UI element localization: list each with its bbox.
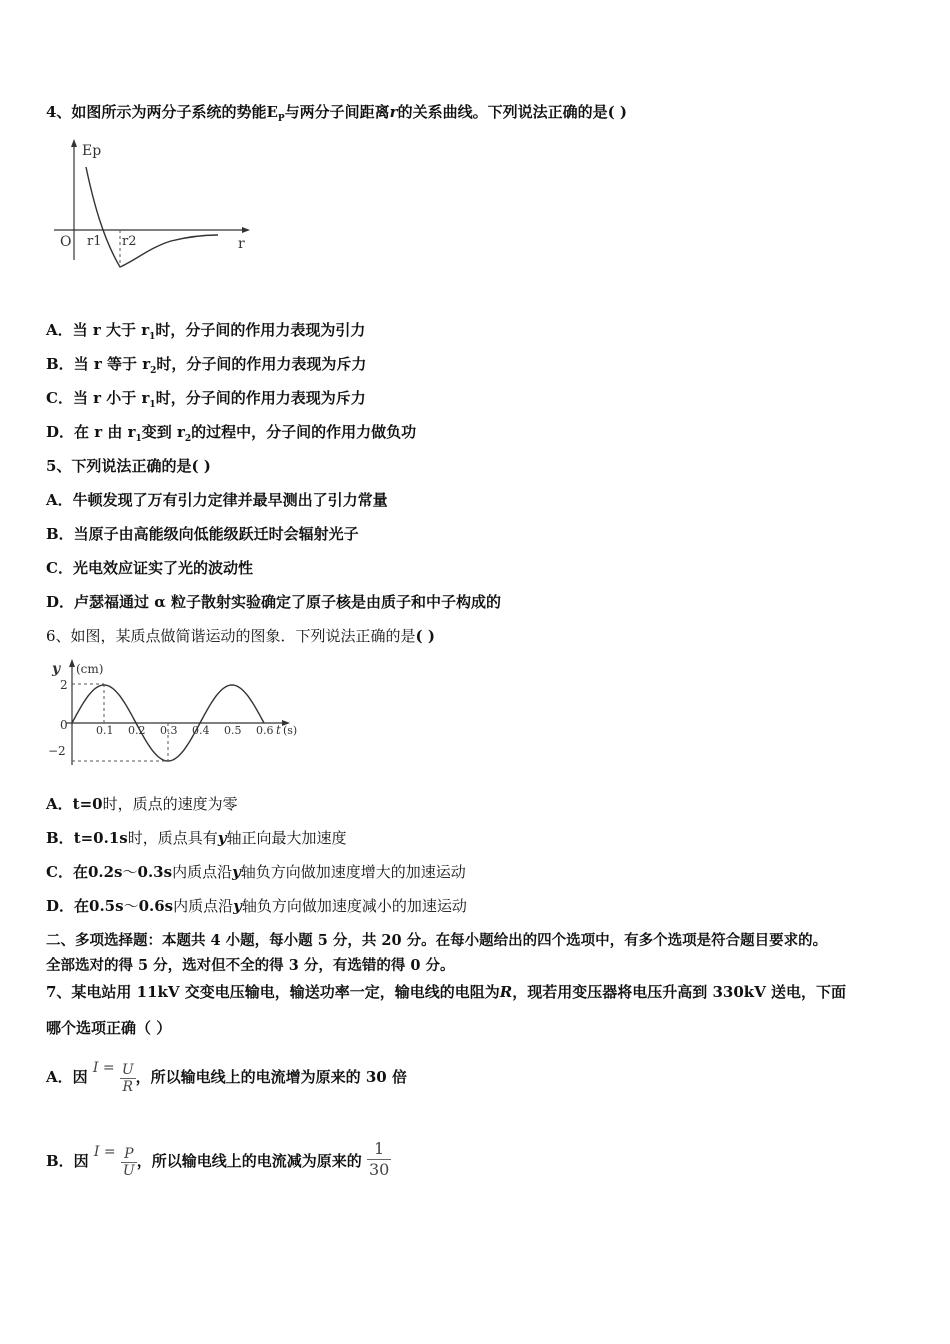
q7-a-fraction — [120, 1062, 136, 1095]
q7-b-num: P — [121, 1146, 137, 1163]
q4-c-sub: 1 — [149, 400, 156, 410]
q6-xtick: 0.2 — [128, 724, 146, 737]
q4-stem-var: r — [389, 103, 398, 121]
q4-d-sub2: 2 — [184, 434, 192, 444]
q7-stem-line1 — [46, 982, 846, 1002]
q6-yunit: (cm) — [76, 662, 104, 676]
q6-d-bold2: 0.6s — [138, 897, 174, 915]
q6-option-a — [46, 794, 238, 814]
q4-d-mid: 变到 r — [141, 423, 185, 441]
q6-oscillation-graph — [46, 655, 306, 770]
q6-a-tail: 时，质点的速度为零 — [102, 795, 238, 813]
q5-stem: 5、下列说法正确的是( ) — [46, 457, 211, 475]
q4-ylabel: Ep — [82, 143, 102, 159]
q6-a-lead: A． — [46, 795, 73, 813]
q4-curve — [86, 167, 218, 267]
q6-c-tail1: 内质点沿 — [172, 863, 233, 881]
q7-stem-line2: 哪个选项正确（ ） — [46, 1019, 172, 1037]
q6-c-tail2: 轴负方向做加速度增大的加速运动 — [240, 863, 466, 881]
q4-b-lead: B．当 r 等于 r — [46, 355, 151, 373]
q7-option-b — [46, 1136, 391, 1186]
section2-heading-line2: 全部选对的得 5 分，选对但不全的得 3 分，有选错的得 0 分。 — [46, 957, 455, 974]
q7-b-fraction — [121, 1146, 137, 1179]
q4-option-a — [46, 320, 365, 347]
q5-option-b: B．当原子由高能级向低能级跃迁时会辐射光子 — [46, 525, 359, 543]
q6-ylabel: y — [52, 661, 61, 677]
q7-a-lead: A．因 — [46, 1068, 88, 1086]
q4-c-tail: 时，分子间的作用力表现为斥力 — [155, 389, 366, 407]
q4-d-lead: D．在 r 由 r — [46, 423, 136, 441]
q7-a-num: U — [121, 1061, 134, 1078]
q4-xlabel: r — [238, 236, 245, 252]
q6-c-bold: 0.2s — [87, 863, 123, 881]
section2-heading-line1: 二、多项选择题：本题共 4 小题，每小题 5 分，共 20 分。在每小题给出的四个选项中，有多个选项是符合题目要求的。 — [46, 932, 828, 949]
q6-option-c — [46, 862, 466, 882]
q4-b-tail: 时，分子间的作用力表现为斥力 — [156, 355, 367, 373]
q4-d-tail: 的过程中，分子间的作用力做负功 — [191, 423, 417, 441]
q6-xtick: 0.3 — [160, 724, 178, 737]
q4-a-lead: A．当 r 大于 r — [46, 321, 150, 339]
q7-a-tail: ，所以输电线上的电流增为原来的 30 倍 — [135, 1068, 407, 1086]
q6-b-lead: B． — [46, 829, 74, 847]
q7-stem-var: R — [499, 983, 513, 1001]
q4-x-arrow-icon — [242, 227, 250, 233]
q7-b-fden: 30 — [368, 1160, 390, 1179]
q4-y-arrow-icon — [71, 139, 77, 147]
q6-b-tail1: 时，质点具有 — [127, 829, 218, 847]
q7-b-lead: B．因 — [46, 1152, 89, 1170]
q6-stem-text: 6、如图，某质点做简谐运动的图象．下列说法正确的是 — [46, 627, 416, 645]
q6-d-var: y — [233, 897, 242, 915]
q7-b-den: U — [122, 1162, 135, 1179]
q6-c-sep: ～ — [122, 863, 138, 881]
q4-stem-text: 4、如图所示为两分子系统的势能E — [46, 103, 278, 121]
q7-b-lhs: I = — [93, 1144, 116, 1160]
q6-d-sep: ～ — [123, 897, 139, 915]
q7-b-tail: ，所以输电线上的电流减为原来的 — [136, 1152, 362, 1170]
q6-b-tail2: 轴正向最大加速度 — [226, 829, 347, 847]
q4-potential-energy-graph — [46, 135, 256, 275]
q5-option-c: C．光电效应证实了光的波动性 — [46, 559, 253, 577]
q6-d-tail2: 轴负方向做加速度减小的加速运动 — [241, 897, 467, 915]
q4-option-c — [46, 388, 366, 415]
q6-d-tail1: 内质点沿 — [173, 897, 234, 915]
q6-stem — [46, 626, 435, 646]
q7-b-one-thirtieth — [367, 1139, 391, 1180]
q6-ytick-0: 0 — [60, 718, 68, 732]
q6-xtick: 0.6 — [256, 724, 274, 737]
q4-origin: O — [60, 234, 72, 250]
q4-a-sub: 1 — [149, 332, 156, 342]
q6-d-lead: D．在 — [46, 897, 90, 915]
q4-stem-text3: 的关系曲线。下列说法正确的是( ) — [397, 103, 627, 121]
q6-option-d — [46, 896, 467, 916]
q7-a-den: R — [122, 1078, 133, 1095]
q7-a-lhs: I = — [92, 1060, 115, 1076]
q6-d-bold: 0.5s — [89, 897, 124, 915]
q6-xtick: 0.1 — [96, 724, 114, 737]
q4-stem-sub: P — [277, 114, 285, 124]
q6-option-b — [46, 828, 346, 848]
q5-option-a: A．牛顿发现了万有引力定律并最早测出了引力常量 — [46, 491, 388, 509]
q6-b-bold: t=0.1s — [73, 829, 128, 847]
q4-r1-label: r1 — [87, 234, 102, 249]
q5-option-d: D．卢瑟福通过 α 粒子散射实验确定了原子核是由质子和中子构成的 — [46, 593, 501, 611]
q4-r2-label: r2 — [122, 234, 137, 249]
q7-stem1: 7、某电站用 11kV 交变电压输电，输送功率一定，输电线的电阻为 — [46, 983, 500, 1001]
q7-b-fnum: 1 — [367, 1139, 391, 1160]
q4-option-b — [46, 354, 366, 381]
q7-stem2: ，现若用变压器将电压升高到 330kV 送电，下面 — [512, 983, 847, 1001]
q4-c-lead: C．当 r 小于 r — [46, 389, 150, 407]
q6-stem-paren: ( ) — [415, 627, 435, 645]
q6-a-bold: t=0 — [72, 795, 103, 813]
q4-stem — [46, 102, 627, 129]
q6-ytick-2: 2 — [60, 678, 68, 692]
q6-c-var: y — [232, 863, 241, 881]
q6-xlabel: t — [276, 723, 281, 737]
q4-d-sub1: 1 — [135, 434, 142, 444]
q6-xunit: (s) — [283, 724, 298, 737]
q6-y-arrow-icon — [69, 659, 75, 667]
q6-c-lead: C．在 — [46, 863, 88, 881]
q4-a-tail: 时，分子间的作用力表现为引力 — [155, 321, 366, 339]
q6-xtick: 0.4 — [192, 724, 210, 737]
q6-ytick-neg2: −2 — [48, 744, 66, 758]
q7-option-a — [46, 1052, 407, 1102]
q6-c-bold2: 0.3s — [137, 863, 173, 881]
q6-b-var: y — [217, 829, 227, 847]
q4-stem-text2: 与两分子间距离 — [284, 103, 390, 121]
q4-option-d — [46, 422, 416, 449]
q4-b-sub: 2 — [150, 366, 157, 376]
q6-xtick: 0.5 — [224, 724, 242, 737]
